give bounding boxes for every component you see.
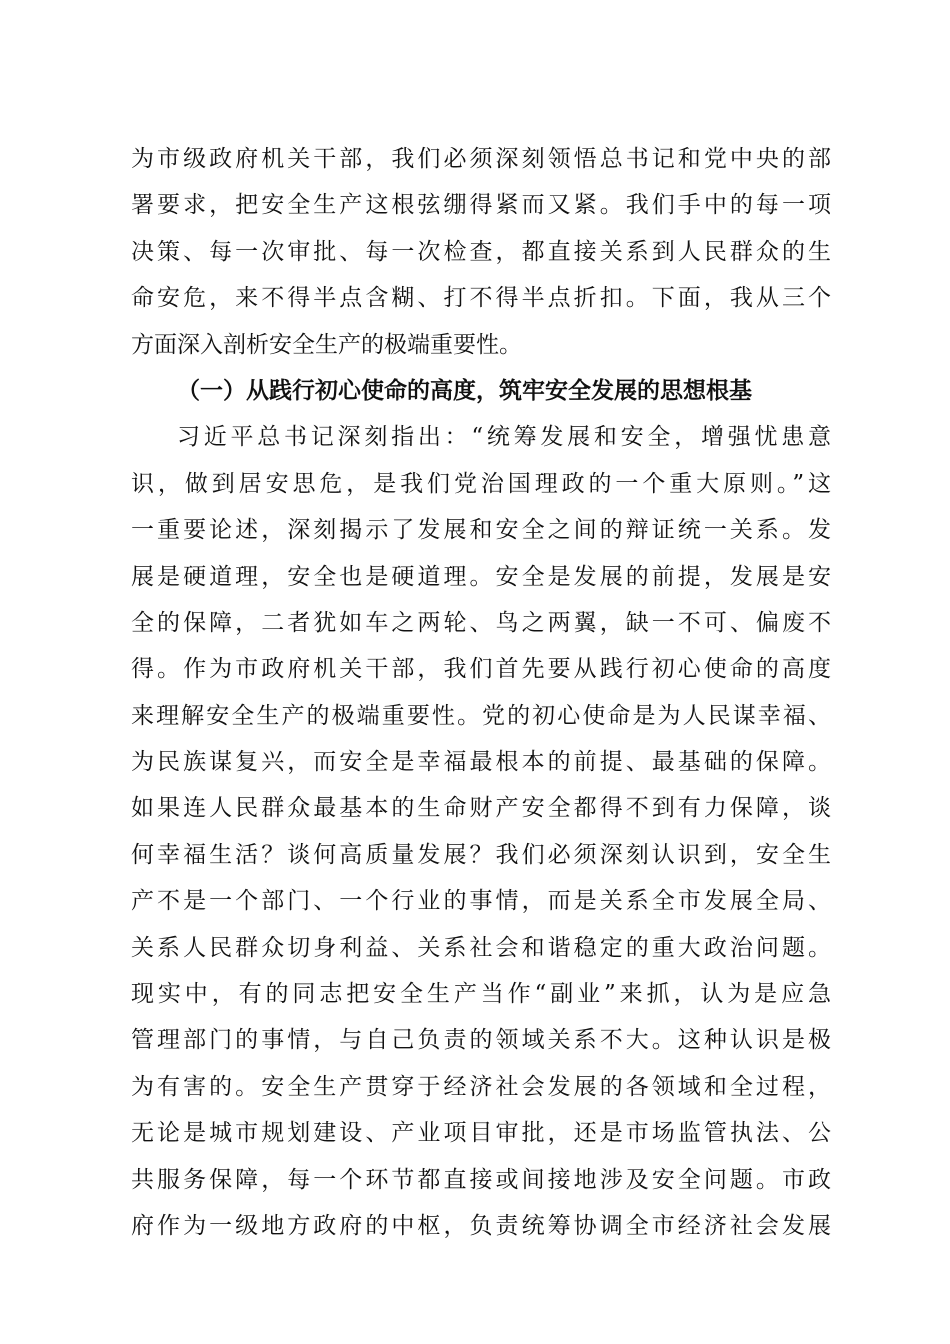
text-line: 习近平总书记深刻指出：“统筹发展和安全，增强忧患意 bbox=[177, 424, 831, 451]
text-line: 为有害的。安全生产贯穿于经济社会发展的各领域和全过程， bbox=[131, 1073, 831, 1100]
text-line: 来理解安全生产的极端重要性。党的初心使命是为人民谋幸福、 bbox=[131, 702, 831, 729]
section-heading: （一）从践行初心使命的高度，筑牢安全发展的思想根基 bbox=[177, 376, 752, 404]
text-line: 全的保障，二者犹如车之两轮、鸟之两翼，缺一不可、偏废不 bbox=[131, 609, 831, 636]
text-line: 一重要论述，深刻揭示了发展和安全之间的辩证统一关系。发 bbox=[131, 517, 831, 544]
text-line: 现实中，有的同志把安全生产当作“副业”来抓，认为是应急 bbox=[131, 981, 831, 1008]
text-line: 如果连人民群众最基本的生命财产安全都得不到有力保障，谈 bbox=[131, 795, 831, 822]
text-line: 为市级政府机关干部，我们必须深刻领悟总书记和党中央的部 bbox=[131, 146, 831, 172]
text-line: 得。作为市政府机关干部，我们首先要从践行初心使命的高度 bbox=[131, 656, 831, 683]
text-line: 方面深入剖析安全生产的极端重要性。 bbox=[131, 331, 522, 358]
text-line: 识，做到居安思危，是我们党治国理政的一个重大原则。”这 bbox=[131, 470, 831, 497]
text-line: 决策、每一次审批、每一次检查，都直接关系到人民群众的生 bbox=[131, 238, 831, 265]
text-line: 何幸福生活？谈何高质量发展？我们必须深刻认识到，安全生 bbox=[131, 841, 831, 868]
text-line: 产不是一个部门、一个行业的事情，而是关系全市发展全局、 bbox=[131, 888, 831, 915]
document-body bbox=[131, 136, 831, 1249]
text-line: 署要求，把安全生产这根弦绷得紧而又紧。我们手中的每一项 bbox=[131, 192, 831, 219]
text-line: 关系人民群众切身利益、关系社会和谐稳定的重大政治问题。 bbox=[131, 934, 831, 961]
text-line: 命安危，来不得半点含糊、打不得半点折扣。下面，我从三个 bbox=[131, 285, 831, 312]
text-line: 府作为一级地方政府的中枢，负责统筹协调全市经济社会发展 bbox=[131, 1212, 831, 1239]
text-line: 无论是城市规划建设、产业项目审批，还是市场监管执法、公 bbox=[131, 1120, 831, 1147]
text-line: 展是硬道理，安全也是硬道理。安全是发展的前提，发展是安 bbox=[131, 563, 831, 590]
text-line: 为民族谋复兴，而安全是幸福最根本的前提、最基础的保障。 bbox=[131, 749, 831, 776]
text-line: 管理部门的事情，与自己负责的领域关系不大。这种认识是极 bbox=[131, 1027, 831, 1054]
text-line: 共服务保障，每一个环节都直接或间接地涉及安全问题。市政 bbox=[131, 1166, 831, 1193]
